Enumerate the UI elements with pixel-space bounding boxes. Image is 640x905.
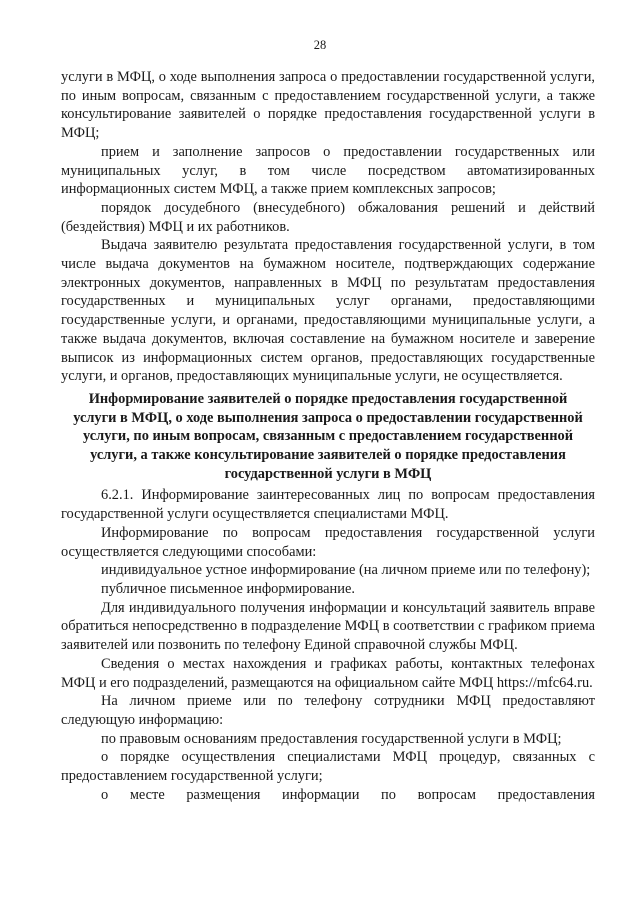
paragraph: о месте размещения информации по вопросам предоставления (101, 786, 595, 803)
section-heading: Информирование заявителей о порядке предоставления государственной услуги в МФЦ, о ходе выполнения запроса о предоставлении государственной услуги, по иным вопросам, связанным с предоставлением государственной услуги, а также консультирование заявителей о порядке предоставления государственной услуги в МФЦ (73, 390, 583, 482)
paragraph: Для индивидуального получения информации и консультаций заявитель вправе обратиться непосредственно в подразделение МФЦ в соответствии с графиком приема заявителей или позвонить по телефону Единой справочной службы МФЦ. (61, 599, 595, 654)
paragraph: 6.2.1. Информирование заинтересованных лиц по вопросам предоставления государственной услуги осуществляется специалистами МФЦ. (61, 487, 595, 523)
paragraph: о порядке осуществления специалистами МФЦ процедур, связанных с предоставлением государственной услуги; (61, 749, 595, 785)
paragraphs-before (61, 68, 595, 386)
paragraph: Информирование по вопросам предоставления государственной услуги осуществляется следующими способами: (61, 524, 595, 560)
paragraph: по правовым основаниям предоставления государственной услуги в МФЦ; (101, 730, 562, 747)
paragraph: прием и заполнение запросов о предоставлении государственных или муниципальных услуг, в том числе посредством автоматизированных информационных систем МФЦ, а также прием комплексных запросов; (61, 143, 595, 198)
paragraph: На личном приеме или по телефону сотрудники МФЦ предоставляют следующую информацию: (61, 693, 595, 728)
document-body (61, 68, 595, 804)
paragraph: порядок досудебного (внесудебного) обжалования решений и действий (бездействия) МФЦ и их работников. (61, 199, 595, 235)
section-heading-block (73, 390, 583, 484)
paragraphs-after (61, 486, 595, 804)
paragraph: индивидуальное устное информирование (на личном приеме или по телефону); (101, 562, 591, 579)
page-number: 28 (313, 38, 327, 52)
paragraph: Сведения о местах нахождения и графиках работы, контактных телефонах МФЦ и его подразделений, размещаются на официальном сайте МФЦ https://mfc64.ru. (61, 655, 595, 691)
paragraph: услуги в МФЦ, о ходе выполнения запроса о предоставлении государственной услуги, по иным вопросам, связанным с предоставлением государственной услуги, а также консультирование заявителей о порядке предоставления государственной услуги в МФЦ; (61, 69, 595, 142)
paragraph: публичное письменное информирование. (101, 580, 355, 597)
paragraph: Выдача заявителю результата предоставления государственной услуги, в том числе выдача документов на бумажном носителе, подтверждающих содержание электронных документов, направленных в МФЦ по результатам предоставления государственных и муниципальных услуг органами, предоставляющими государственные услуги, и органами, предоставляющими муниципальные услуги, а также выдача документов, включая составление на бумажном носителе и заверение выписок из информационных систем органов, предоставляющих государственные услуги, и органов, предоставляющих муниципальные услуги, не осуществляется. (61, 237, 595, 385)
